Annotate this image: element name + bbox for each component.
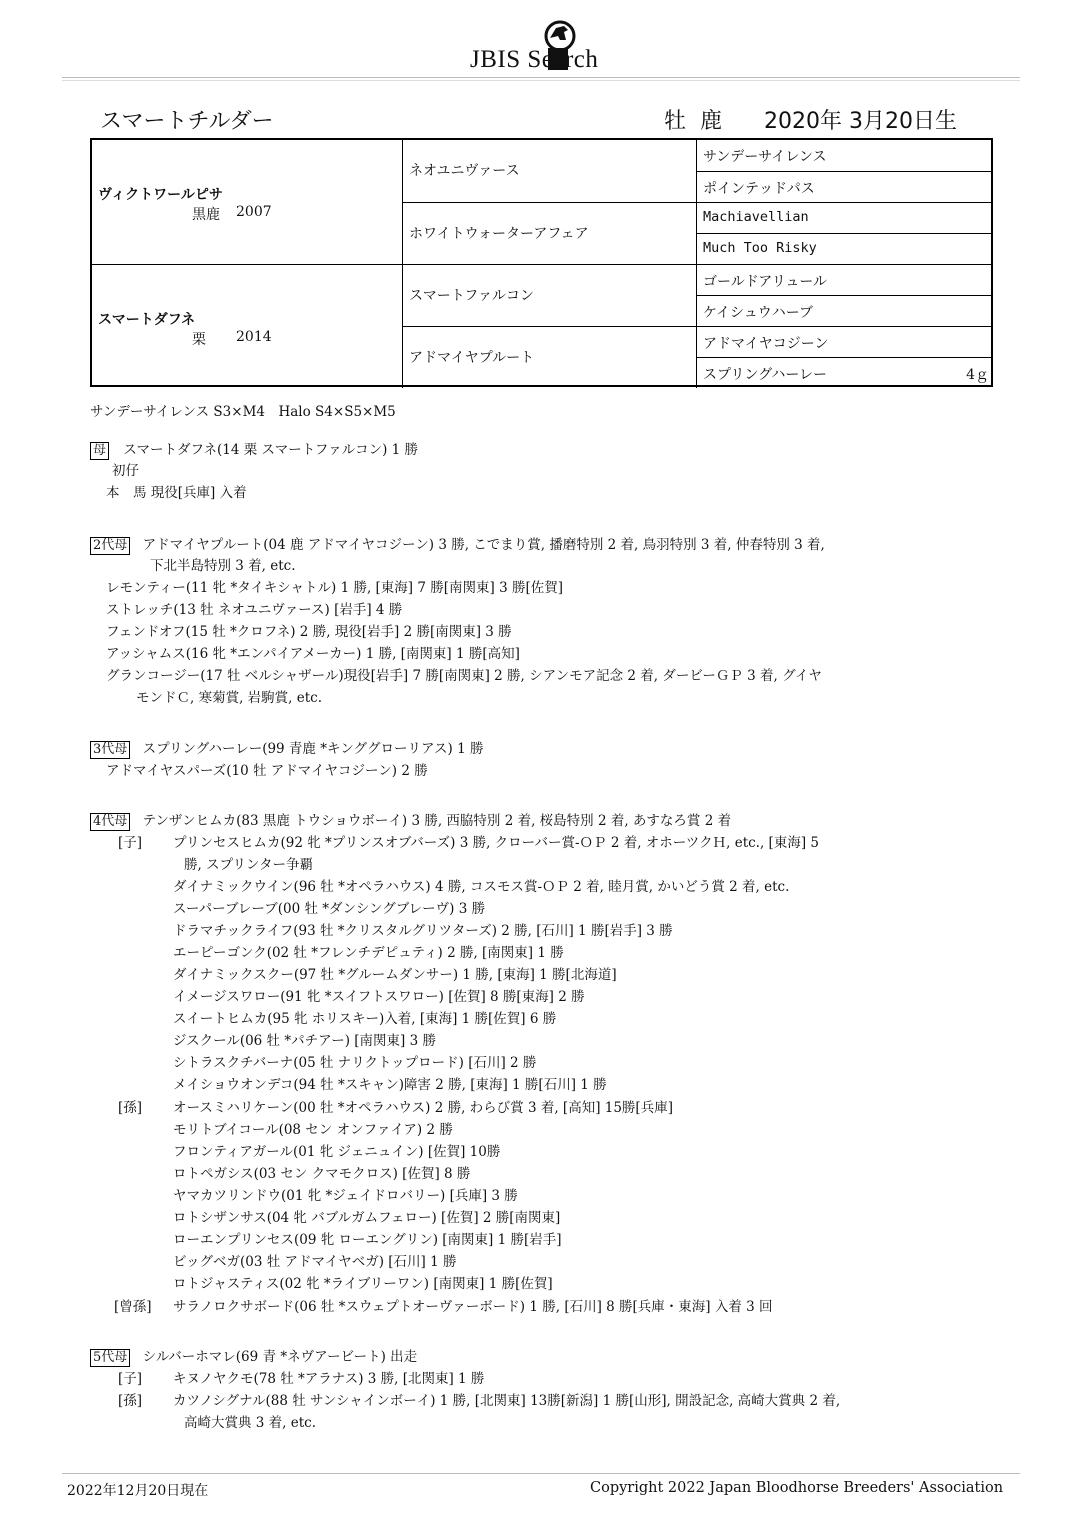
gen3-cell (697, 326, 993, 357)
gen2-name: アドマイヤプルート (409, 350, 535, 366)
horse-color: 鹿 (700, 109, 723, 134)
sire-cell (92, 140, 403, 264)
list-item-cont: 高崎大賞典 3 着, etc. (184, 1415, 317, 1431)
gen3-name: アドマイヤコジーン (703, 336, 829, 352)
list-item: グランコージー(17 牡 ベルシャザール)現役[岩手] 7 勝[南関東] 2 勝, シアンモア記念 2 着, ダービーＧＰ 3 着, グイヤ (106, 668, 822, 684)
horse-sex: 牡 (664, 109, 687, 134)
list-item: ビッグベガ(03 牡 アドマイヤベガ) [石川] 1 勝 (173, 1254, 457, 1270)
list-item: シトラスクチバーナ(05 牡 ナリクトップロード) [石川] 2 勝 (173, 1055, 537, 1071)
dam-year: 2014 (236, 329, 272, 345)
g3-label: 3代母 (90, 741, 130, 759)
gen2-cell (403, 264, 697, 326)
gen3-cell (697, 295, 993, 326)
sire-year: 2007 (236, 204, 272, 220)
g4-section (90, 811, 731, 831)
gen3-name: サンデーサイレンス (703, 149, 827, 165)
g2-line: アドマイヤプルート(04 鹿 アドマイヤコジーン) 3 勝, こでまり賞, 播磨特別 2 着, 鳥羽特別 3 着, 仲春特別 3 着, (142, 537, 825, 553)
g3-line: スプリングハーレー(99 青鹿 *キンググローリアス) 1 勝 (142, 741, 484, 757)
g5-line: シルバーホマレ(69 青 *ネヴアービート) 出走 (142, 1349, 418, 1365)
g5-label: 5代母 (90, 1349, 130, 1367)
list-item: エーピーゴンク(02 牡 *フレンチデピュティ) 2 勝, [南関東] 1 勝 (173, 945, 564, 961)
footer-copyright: Copyright 2022 Japan Bloodhorse Breeders' Association (590, 1480, 1004, 1496)
list-item: ヤマカツリンドウ(01 牝 *ジェイドロバリー) [兵庫] 3 勝 (173, 1188, 518, 1204)
list-item: ロトジャスティス(02 牝 *ライブリーワン) [南関東] 1 勝[佐賀] (173, 1276, 553, 1292)
list-item: スーパーブレーブ(00 牡 *ダンシングブレーヴ) 3 勝 (173, 901, 486, 917)
jbis-logo (470, 18, 640, 74)
top-rule (62, 77, 1020, 78)
generation-count: 4ｇ (966, 367, 989, 383)
inbreeding-line: サンデーサイレンス S3×M4 Halo S4×S5×M5 (90, 404, 396, 420)
dam-color: 栗 (192, 332, 206, 348)
list-item: メイショウオンデコ(94 牡 *スキャン)障害 2 勝, [東海] 1 勝[石川] 1 勝 (173, 1077, 607, 1093)
dam-line: スマートダフネ(14 栗 スマートファルコン) 1 勝 (123, 442, 419, 458)
gen2-cell (403, 202, 697, 264)
list-item: スイートヒムカ(95 牝 ホリスキー)入着, [東海] 1 勝[佐賀] 6 勝 (173, 1011, 557, 1027)
gen2-cell (403, 326, 697, 388)
g4-label: 4代母 (90, 813, 130, 831)
g2-section (90, 535, 825, 555)
gen3-name: ポインテッドパス (703, 181, 815, 197)
list-item: イメージスワロー(91 牝 *スイフトスワロー) [佐賀] 8 勝[東海] 2 勝 (173, 989, 585, 1005)
list-item: オースミハリケーン(00 牡 *オペラハウス) 2 勝, わらび賞 3 着, [高知] 15勝[兵庫] (173, 1100, 673, 1116)
g4-child-tag: [子] (118, 835, 143, 851)
dam-name: スマートダフネ (98, 312, 196, 328)
horse-name: スマートチルダー (100, 109, 274, 134)
list-item: プリンセスヒムカ(92 牝 *プリンスオブバーズ) 3 勝, クローバー賞-ＯＰ 2 着, オホーツクＨ, etc., [東海] 5 (173, 835, 819, 851)
list-item-cont: 勝, スプリンター争覇 (184, 857, 314, 873)
top-rule-2 (62, 80, 1020, 81)
pedigree-table (90, 138, 993, 387)
sire-name: ヴィクトワールピサ (98, 187, 223, 203)
dam-section (90, 440, 418, 460)
list-item: アッシャムス(16 牝 *エンパイアメーカー) 1 勝, [南関東] 1 勝[高知] (106, 646, 520, 662)
gen3-cell (697, 171, 993, 202)
list-item: ローエンプリンセス(09 牝 ローエングリン) [南関東] 1 勝[岩手] (173, 1232, 562, 1248)
list-item: フェンドオフ(15 牡 *クロフネ) 2 勝, 現役[岩手] 2 勝[南関東] 3 勝 (106, 624, 512, 640)
g2-line-cont: 下北半島特別 3 着, etc. (150, 558, 296, 574)
list-item: ダイナミックウイン(96 牡 *オペラハウス) 4 勝, コスモス賞-ＯＰ 2 着, 睦月賞, かいどう賞 2 着, etc. (173, 879, 790, 895)
gen2-name: ホワイトウォーターアフェア (409, 226, 589, 242)
gen2-name: ネオユニヴァース (409, 163, 520, 179)
list-item-cont: モンドＣ, 寒菊賞, 岩駒賞, etc. (136, 690, 323, 706)
gen2-name: スマートファルコン (409, 288, 535, 304)
list-item: レモンティー(11 牝 *タイキシャトル) 1 勝, [東海] 7 勝[南関東] 3 勝[佐賀] (106, 580, 563, 596)
logo-text: JBIS Search (470, 46, 599, 73)
list-item: ダイナミックスクー(97 牡 *グルームダンサー) 1 勝, [東海] 1 勝[北海道] (173, 967, 617, 983)
gen3-cell (697, 264, 993, 295)
footer-rule (62, 1473, 1020, 1474)
footer-date: 2022年12月20日現在 (67, 1483, 209, 1499)
list-item: サラノロクサボード(06 牡 *スウェプトオーヴァーボード) 1 勝, [石川] 8 勝[兵庫・東海] 入着 3 回 (173, 1299, 773, 1315)
gen3-name: Machiavellian (703, 209, 809, 225)
dam-cell (92, 264, 403, 388)
list-item: ストレッチ(13 牡 ネオユニヴァース) [岩手] 4 勝 (106, 602, 403, 618)
gen3-cell (697, 140, 993, 171)
sire-color: 黒鹿 (192, 207, 220, 223)
gen3-name: ゴールドアリュール (703, 274, 828, 290)
horse-birthdate: 2020年 3月20日生 (764, 109, 957, 134)
dam-label: 母 (90, 442, 109, 460)
list-item: モリトブイコール(08 セン オンファイア) 2 勝 (173, 1122, 453, 1138)
list-item: ドラマチックライフ(93 牡 *クリスタルグリツターズ) 2 勝, [石川] 1 勝[岩手] 3 勝 (173, 923, 673, 939)
g4-grand-tag: [孫] (118, 1100, 143, 1116)
gen3-cell (697, 233, 993, 264)
gen3-name: Much Too Risky (703, 240, 817, 256)
g5-child-tag: [子] (118, 1371, 143, 1387)
dam-this-horse: 本 馬 現役[兵庫] 入着 (106, 485, 247, 501)
gen3-cell (697, 357, 993, 387)
gen2-cell (403, 140, 697, 202)
g2-label: 2代母 (90, 537, 130, 555)
g4-great-tag: [曾孫] (114, 1299, 152, 1315)
list-item: ジスクール(06 牡 *パチアー) [南関東] 3 勝 (173, 1033, 436, 1049)
g5-section (90, 1347, 417, 1367)
gen3-cell (697, 202, 993, 233)
dam-first-foal: 初仔 (112, 463, 139, 479)
gen3-name: ケイシュウハーブ (703, 305, 814, 321)
list-item: ロトペガシス(03 セン クマモクロス) [佐賀] 8 勝 (173, 1166, 471, 1182)
g5-grand-tag: [孫] (118, 1393, 143, 1409)
gen3-name: スプリングハーレー (703, 367, 828, 383)
list-item: フロンティアガール(01 牝 ジェニュイン) [佐賀] 10勝 (173, 1144, 501, 1160)
list-item: ロトシザンサス(04 牝 バブルガムフェロー) [佐賀] 2 勝[南関東] (173, 1210, 561, 1226)
list-item: キヌノヤクモ(78 牡 *アラナス) 3 勝, [北関東] 1 勝 (173, 1371, 485, 1387)
list-item: カツノシグナル(88 牡 サンシャインボーイ) 1 勝, [北関東] 13勝[新潟] 1 勝[山形], 開設記念, 高崎大賞典 2 着, (173, 1393, 841, 1409)
g4-line: テンザンヒムカ(83 黒鹿 トウショウボーイ) 3 勝, 西脇特別 2 着, 桜島特別 2 着, あすなろ賞 2 着 (142, 813, 732, 829)
g3-section (90, 739, 483, 759)
list-item: アドマイヤスパーズ(10 牡 アドマイヤコジーン) 2 勝 (106, 763, 428, 779)
